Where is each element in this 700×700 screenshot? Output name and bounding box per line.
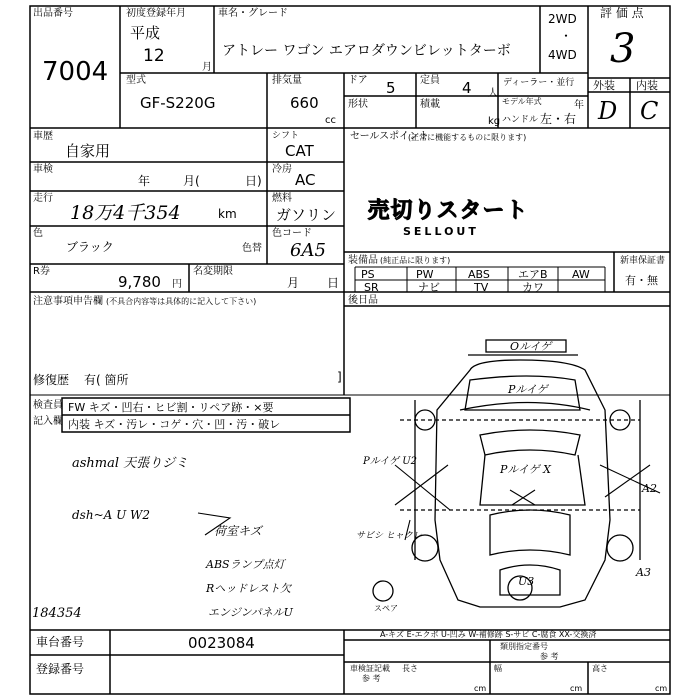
- model: GF-S220G: [140, 94, 216, 112]
- warranty-label: 新車保証書: [620, 256, 666, 266]
- inspector-label-2: 記入欄: [33, 416, 63, 427]
- ac: AC: [295, 171, 316, 189]
- class-label: 類別指定番号: [500, 642, 548, 651]
- exterior-grade: D: [598, 97, 618, 125]
- width-cm: cm: [570, 684, 583, 693]
- cert-label: 車検証記載: [350, 664, 390, 673]
- insp-month: 月(: [183, 174, 200, 188]
- exterior-label: 外装: [593, 79, 615, 92]
- hand-note-4: ABSランプ点灯: [206, 558, 285, 571]
- equip-pw: PW: [416, 268, 434, 281]
- insp-day: 日): [245, 174, 262, 188]
- capacity: 4: [462, 79, 472, 97]
- interior-label: 内装: [636, 79, 658, 92]
- shape-label: 形状: [348, 99, 368, 110]
- recycle-fee: 9,780: [118, 273, 161, 291]
- warranty-value: 有・無: [625, 274, 658, 287]
- hand-note-7: 184354: [32, 606, 82, 621]
- equipment-label: 装備品: [348, 255, 378, 266]
- equip-sr: SR: [364, 281, 379, 294]
- reg-label: 登録番号: [36, 662, 85, 676]
- equip-airbag: エアB: [518, 268, 548, 281]
- notes-sub: (不具合内容等は具体的に記入して下さい): [106, 297, 257, 306]
- era: 平成: [130, 24, 161, 42]
- hand-marks: [198, 465, 660, 540]
- shift-label: シフト: [272, 131, 300, 141]
- drive-4wd: 4WD: [548, 48, 577, 62]
- car-name: アトレー ワゴン エアロダウンビレットターボ: [222, 43, 511, 59]
- hand-note-1: ashmal 天張りジミ: [72, 456, 189, 471]
- repair-label: 修復歴: [33, 373, 70, 387]
- notes-label: 注意事項申告欄: [33, 296, 103, 307]
- sellout-en: SELLOUT: [403, 225, 479, 238]
- equip-aw: AW: [572, 268, 590, 281]
- color: ブラック: [66, 240, 114, 254]
- diagram-note-right-2: A3: [636, 566, 651, 579]
- kg-unit: kg: [488, 116, 501, 127]
- sellout-stamp: 売切りスタート: [367, 198, 529, 223]
- model-label: 型式: [126, 75, 146, 86]
- color-code-label: 色コード: [272, 228, 312, 239]
- doors-label: ドア: [348, 75, 368, 86]
- usage-label: 車歴: [33, 131, 53, 142]
- diagram-note-lower: U3: [518, 575, 535, 588]
- lot-number-label: 出品番号: [33, 8, 73, 19]
- drive-2wd: 2WD: [548, 12, 577, 26]
- interior-row: 内装 キズ・汚レ・コゲ・穴・凹・汚・破レ: [68, 418, 281, 431]
- shift: CAT: [285, 142, 314, 160]
- drive-dot: ・: [560, 29, 573, 43]
- chassis-number: 0023084: [188, 634, 255, 652]
- year-unit: 年: [574, 100, 584, 111]
- diagram-note-top: Oルイゲ: [510, 340, 552, 353]
- inspection-label: 車検: [33, 164, 53, 175]
- model-year-label: モデル年式: [502, 97, 542, 106]
- hand-note-2: dsh~A U W2: [72, 508, 150, 522]
- diagram-note-center: Pルイゲ X: [500, 463, 551, 476]
- hand-note-6: エンジンパネルU: [208, 606, 293, 619]
- meikyo-day: 日: [327, 276, 340, 290]
- chassis-label: 車台番号: [36, 635, 85, 649]
- equipment-sub: (純正品に限ります): [380, 256, 451, 265]
- selling-sub: (正常に機能するものに限ります): [408, 133, 527, 142]
- meikyo-month: 月: [287, 276, 300, 290]
- height-cm: cm: [655, 684, 668, 693]
- km-unit: km: [218, 207, 237, 221]
- diagram-note-p: Pルイゲ: [508, 383, 548, 396]
- hand-note-3: 荷室キズ: [214, 524, 262, 538]
- load-label: 積載: [420, 99, 440, 110]
- cc-unit: cc: [325, 115, 336, 126]
- recolor-label: 色替: [242, 243, 262, 254]
- equip-leather: カワ: [522, 281, 544, 294]
- later-items-label: 後日品: [348, 295, 378, 306]
- ref-2: 参 考: [362, 674, 381, 683]
- repair-value: 有( 箇所: [84, 373, 129, 387]
- color-code: 6A5: [290, 240, 326, 261]
- length-cm: cm: [474, 684, 487, 693]
- lot-number: 7004: [42, 57, 109, 87]
- fw-row: FW キズ・凹右・ヒビ割・リペア跡・×要: [68, 401, 274, 414]
- spare-label: スペア: [374, 604, 398, 613]
- fuel: ガソリン: [276, 206, 337, 224]
- width-label: 幅: [494, 664, 502, 673]
- displacement: 660: [290, 94, 319, 112]
- handle-label: ハンドル: [502, 115, 539, 125]
- reg-year: 12: [143, 46, 165, 66]
- equip-abs: ABS: [468, 268, 490, 281]
- inspector-label: 検査員: [33, 400, 63, 411]
- damage-legend: A-キズ E-エクボ U-凹み W-補修跡 S-サビ C-腐食 XX-交換済: [380, 630, 597, 639]
- meikyo-label: 名変期限: [193, 266, 233, 277]
- car-name-label: 車名・グレード: [218, 8, 288, 19]
- equip-tv: TV: [474, 281, 489, 294]
- person-unit: 人: [488, 88, 498, 99]
- disp-label: 排気量: [272, 75, 302, 86]
- handle-value: 左・右: [540, 112, 577, 126]
- selling-label: セールスポイント: [350, 131, 430, 142]
- first-reg-label: 初度登録年月: [126, 8, 186, 19]
- hand-note-5: Rヘッドレスト欠: [206, 582, 291, 595]
- diagram-note-side: サビシ ヒャクレ: [356, 531, 422, 541]
- doors: 5: [386, 79, 396, 97]
- equip-navi: ナビ: [418, 281, 440, 294]
- length-label: 長さ: [402, 664, 418, 673]
- interior-grade: C: [640, 97, 659, 125]
- ref-1: 参 考: [540, 652, 559, 661]
- score: 3: [610, 26, 636, 72]
- insp-year: 年: [138, 174, 151, 188]
- recycle-label: R券: [33, 266, 50, 277]
- mileage: 18万4千354: [70, 202, 181, 224]
- yen-unit: 円: [172, 279, 182, 290]
- ac-label: 冷房: [272, 164, 292, 175]
- month-unit: 月: [202, 62, 212, 73]
- mileage-label: 走行: [33, 193, 53, 204]
- dealer-label: ディーラー・並行: [503, 78, 575, 88]
- diagram-note-right: A2: [642, 482, 657, 495]
- score-label: 評 価 点: [600, 6, 644, 20]
- fuel-label: 燃料: [272, 193, 292, 204]
- equip-ps: PS: [361, 268, 375, 281]
- height-label: 高さ: [592, 664, 608, 673]
- diagram-note-left: Pルイゲ U2: [363, 456, 417, 467]
- color-label: 色: [33, 228, 43, 239]
- usage: 自家用: [65, 142, 111, 160]
- capacity-label: 定員: [420, 75, 440, 86]
- repair-close: ]: [337, 370, 342, 384]
